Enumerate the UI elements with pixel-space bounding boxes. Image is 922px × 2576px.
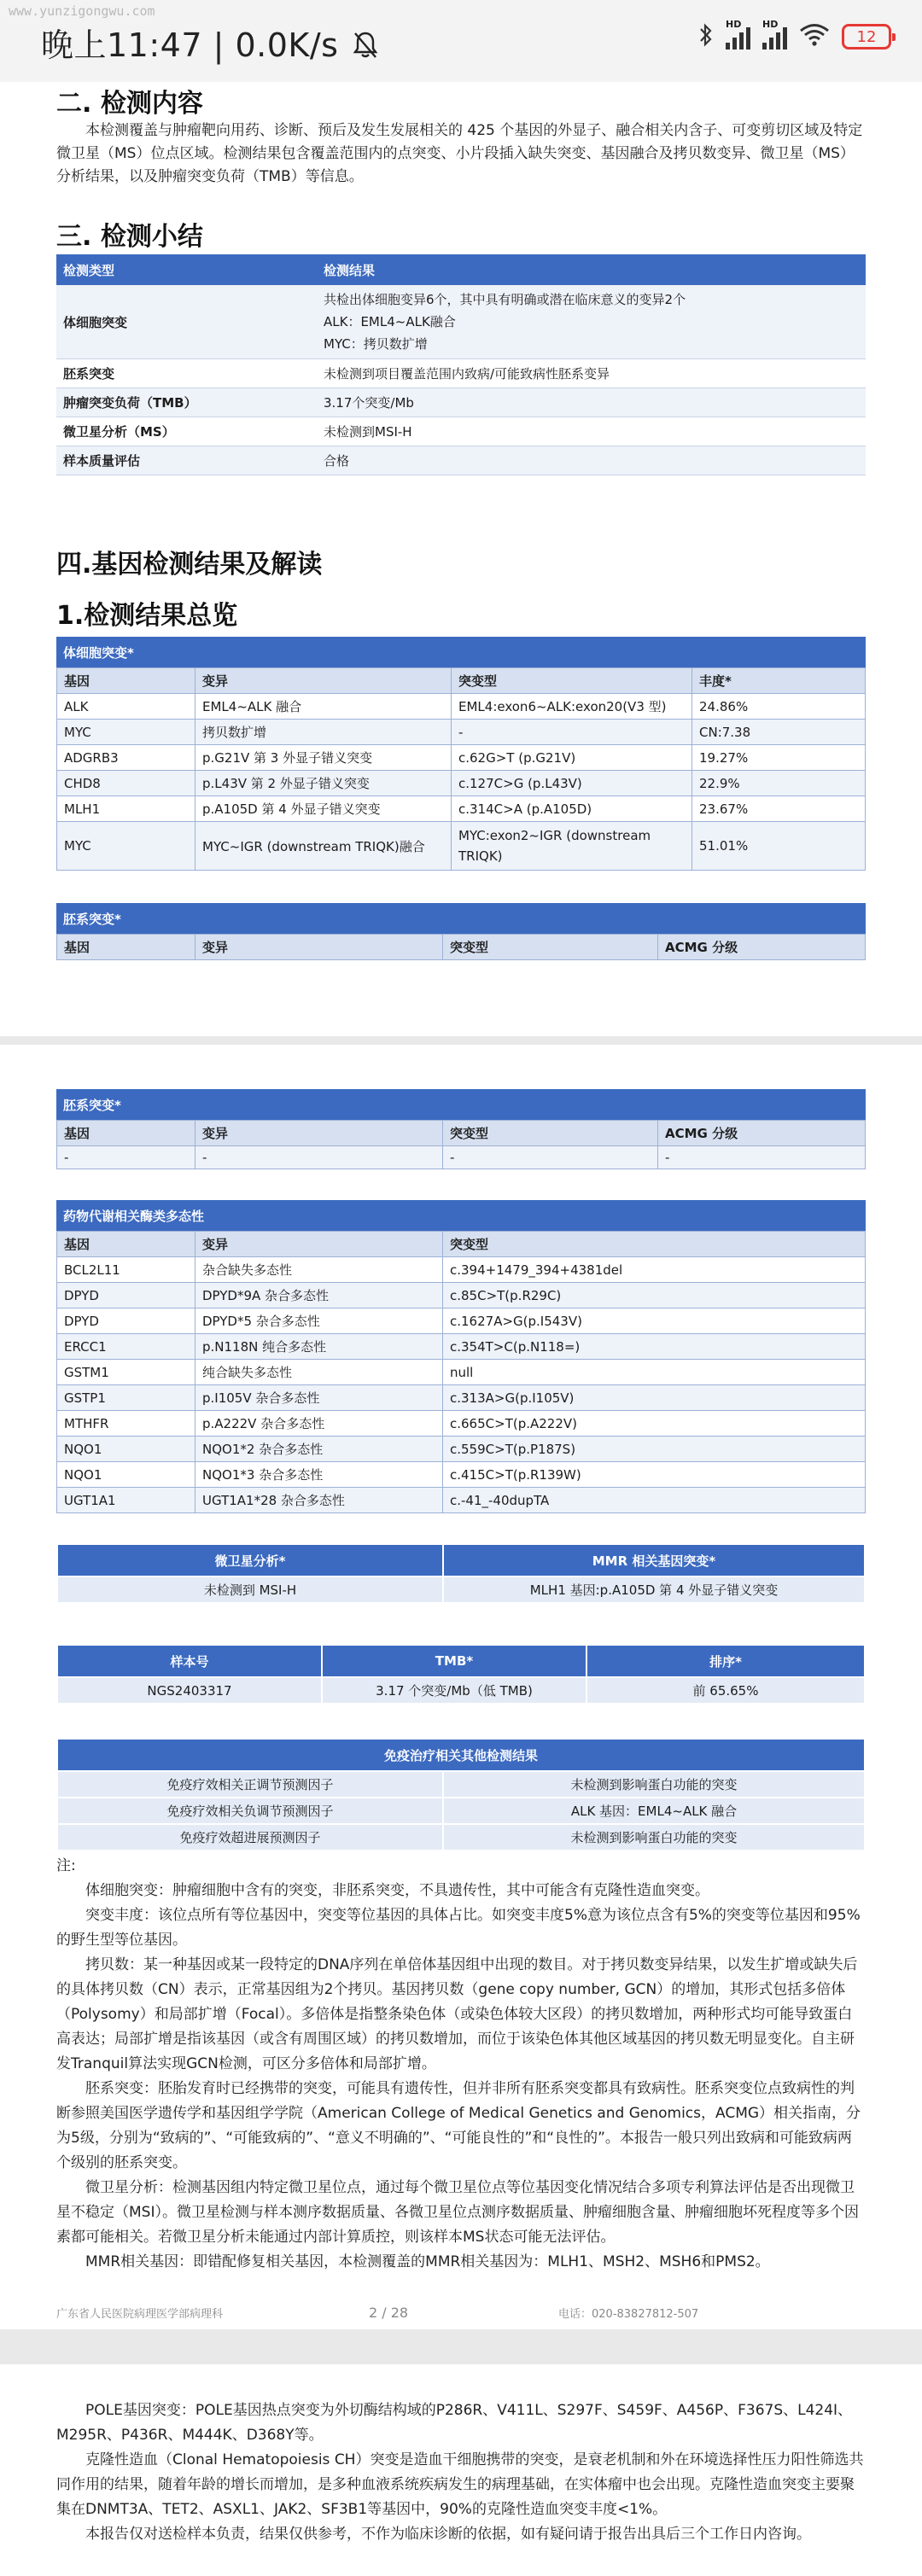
- cell: 51.01%: [692, 822, 866, 871]
- cell: p.N118N 纯合多态性: [195, 1334, 443, 1360]
- summary-key: 样本质量评估: [56, 446, 317, 475]
- note-item: MMR相关基因：即错配修复相关基因，本检测覆盖的MMR相关基因为：MLH1、MSH2、MSH6和PMS2。: [85, 2253, 770, 2270]
- cell: 3.17 个突变/Mb（低 TMB): [322, 1677, 586, 1704]
- pharma-table: [56, 1231, 866, 1513]
- cell: c.1627A>G(p.I543V): [443, 1308, 866, 1334]
- germline-header: 基因: [57, 935, 195, 960]
- somatic-header-variant: 变异: [195, 668, 452, 694]
- somatic-header-mutation: 突变型: [452, 668, 692, 694]
- germline-header: 突变型: [443, 935, 658, 960]
- status-time-net: 晚上11:47 | 0.0K/s: [41, 26, 339, 64]
- cell: 未检测到影响蛋白功能的突变: [443, 1771, 865, 1798]
- cell: DPYD*9A 杂合多态性: [195, 1283, 443, 1308]
- summary-table: [56, 254, 866, 475]
- summary-header-result: 检测结果: [317, 254, 866, 285]
- report-page-1: [0, 82, 922, 1036]
- cell: NQO1: [57, 1437, 195, 1462]
- footer-hospital: 广东省人民医院病理医学部病理科: [56, 2308, 224, 2321]
- cell: 免疫疗效相关负调节预测因子: [57, 1798, 443, 1824]
- somatic-bar-label: 体细胞突变*: [56, 637, 866, 668]
- cell: MYC: [57, 822, 195, 871]
- summary-row: [56, 388, 866, 417]
- cell: -: [658, 1146, 866, 1169]
- cell: UGT1A1: [57, 1488, 195, 1513]
- note-item: 突变丰度：该位点所有等位基因中，突变等位基因的具体占比。如突变丰度5%意为该位点含有5%的突变等位基因和95%的野生型等位基因。: [56, 1907, 861, 1949]
- cell: MYC:exon2~IGR (downstream TRIQK): [452, 822, 692, 871]
- somatic-bar: [56, 637, 866, 668]
- cell: -: [57, 1146, 195, 1169]
- system-icons: [698, 19, 891, 51]
- page-gap: [0, 1036, 922, 1045]
- germline-bar-label: 胚系突变*: [56, 1089, 866, 1121]
- table-row: [57, 1462, 866, 1488]
- summary-row: [56, 417, 866, 446]
- summary-key: 胚系突变: [56, 359, 317, 388]
- table-row: [57, 771, 866, 796]
- footer-phone: 电话：020-83827812-507: [558, 2308, 699, 2321]
- report-page-2: [0, 1045, 922, 2329]
- somatic-header-abundance: 丰度*: [692, 668, 866, 694]
- cell: 未检测到影响蛋白功能的突变: [443, 1824, 865, 1850]
- summary-value-line: MYC：拷贝数扩增: [324, 336, 428, 352]
- cell: 纯合缺失多态性: [195, 1360, 443, 1385]
- table-row: [57, 1283, 866, 1308]
- table-row: [57, 720, 866, 745]
- table-row: [57, 1308, 866, 1334]
- cell: NQO1*2 杂合多态性: [195, 1437, 443, 1462]
- table-row: [57, 1360, 866, 1385]
- table-row: [57, 1411, 866, 1437]
- note-item: 克隆性造血（Clonal Hematopoiesis CH）突变是造血干细胞携带的突变，是衰老机制和外在环境选择性压力阳性筛选共同作用的结果，随着年龄的增长而增加，是多种血液系统疾病发生的病理基础，在实体瘤中也会出现。克隆性造血突变主要聚集在DNMT3A、TET2、ASXL1、JAK2、SF3B1等基因中，90%的克隆性造血突变丰度<1%。: [56, 2451, 864, 2518]
- somatic-table: [56, 667, 866, 871]
- cell: p.A222V 杂合多态性: [195, 1411, 443, 1437]
- cell: 22.9%: [692, 771, 866, 796]
- cell: 19.27%: [692, 745, 866, 771]
- table-row: [57, 694, 866, 720]
- cell: c.62G>T (p.G21V): [452, 745, 692, 771]
- germline-table-2: [56, 1120, 866, 1169]
- germline-header: 突变型: [443, 1121, 658, 1146]
- table-row: [57, 1488, 866, 1513]
- cell: -: [452, 720, 692, 745]
- note-item: 体细胞突变：肿瘤细胞中含有的突变，非胚系突变，不具遗传性，其中可能含有克隆性造血突变。: [85, 1882, 709, 1899]
- germline-bar-1: [56, 903, 866, 935]
- summary-key: 体细胞突变: [56, 285, 317, 359]
- summary-key: 肿瘤突变负荷（TMB）: [56, 388, 317, 417]
- section-content-text: 本检测覆盖与肿瘤靶向用药、诊断、预后及发生发展相关的 425 个基因的外显子、融合相关内含子、可变剪切区域及特定微卫星（MS）位点区域。检测结果包含覆盖范围内的点突变、小片段插入缺失突变、基因融合及拷贝数变异、微卫星（MS）分析结果，以及肿瘤突变负荷（TMB）等信息。: [56, 122, 863, 185]
- footer-page-number: 2 / 28: [369, 2305, 409, 2321]
- cell: MTHFR: [57, 1411, 195, 1437]
- cell: c.394+1479_394+4381del: [443, 1257, 866, 1283]
- notes: [56, 1854, 866, 2275]
- mmr-header: MMR 相关基因突变*: [443, 1544, 865, 1576]
- summary-value-line: ALK：EML4~ALK融合: [324, 314, 456, 329]
- germline-table-1: [56, 934, 866, 960]
- note-item: 微卫星分析：检测基因组内特定微卫星位点，通过每个微卫星位点等位基因变化情况结合多项专利算法评估是否出现微卫星不稳定（MSI）。微卫星检测与样本测序数据质量、各微卫星位点测序数据质量、肿瘤细胞含量、肿瘤细胞坏死程度等多个因素都可能相关。若微卫星分析未能通过内部计算质控，则该样本MS状态可能无法评估。: [56, 2179, 859, 2246]
- pharma-header: 变异: [195, 1232, 443, 1257]
- cell: MLH1: [57, 796, 195, 822]
- cell: c.665C>T(p.A222V): [443, 1411, 866, 1437]
- cell: 拷贝数扩增: [195, 720, 452, 745]
- cell: CHD8: [57, 771, 195, 796]
- signal-1-icon: HD: [726, 24, 750, 50]
- cell: p.G21V 第 3 外显子错义突变: [195, 745, 452, 771]
- pharma-header: 突变型: [443, 1232, 866, 1257]
- summary-value: [317, 285, 866, 359]
- battery-level: 12: [856, 27, 877, 46]
- bluetooth-icon: [698, 22, 714, 51]
- bell-muted-icon: [353, 30, 378, 67]
- tmb-table: [56, 1644, 866, 1705]
- cell: c.559C>T(p.P187S): [443, 1437, 866, 1462]
- cell: p.I105V 杂合多态性: [195, 1385, 443, 1411]
- table-row: [57, 1576, 865, 1603]
- germline-header: ACMG 分级: [658, 935, 866, 960]
- summary-value: 合格: [317, 446, 866, 475]
- summary-row: [56, 359, 866, 388]
- table-row: [57, 1677, 865, 1704]
- somatic-header-gene: 基因: [57, 668, 195, 694]
- cell: c.314C>A (p.A105D): [452, 796, 692, 822]
- cell: BCL2L11: [57, 1257, 195, 1283]
- status-clock: [41, 19, 378, 67]
- cell: EML4~ALK 融合: [195, 694, 452, 720]
- cell: 免疫疗效超进展预测因子: [57, 1824, 443, 1850]
- table-row: [57, 796, 866, 822]
- cell: c.354T>C(p.N118=): [443, 1334, 866, 1360]
- signal-2-icon: HD: [762, 24, 787, 50]
- summary-row: [56, 285, 866, 359]
- immuno-header: 免疫治疗相关其他检测结果: [57, 1739, 865, 1771]
- summary-value-line: 共检出体细胞变异6个，其中具有明确或潜在临床意义的变异2个: [324, 292, 686, 307]
- section-title-summary: 三. 检测小结: [56, 222, 203, 252]
- page3-notes: [56, 2398, 866, 2547]
- ms-header: 微卫星分析*: [57, 1544, 443, 1576]
- watermark: www.yunzigongwu.com: [9, 3, 155, 19]
- notes-label: 注:: [56, 1857, 76, 1874]
- germline-header: ACMG 分级: [658, 1121, 866, 1146]
- pharma-header: 基因: [57, 1232, 195, 1257]
- cell: ERCC1: [57, 1334, 195, 1360]
- cell: DPYD: [57, 1308, 195, 1334]
- cell: 免疫疗效相关正调节预测因子: [57, 1771, 443, 1798]
- note-item: 本报告仅对送检样本负责，结果仅供参考，不作为临床诊断的依据，如有疑问请于报告出具后三个工作日内咨询。: [85, 2526, 811, 2543]
- germline-header: 变异: [195, 935, 443, 960]
- table-row: [57, 1257, 866, 1283]
- table-row: [57, 1824, 865, 1850]
- summary-header-type: 检测类型: [56, 254, 317, 285]
- cell: GSTM1: [57, 1360, 195, 1385]
- table-row: [57, 1146, 866, 1169]
- cell: c.313A>G(p.I105V): [443, 1385, 866, 1411]
- section-title-content: 二. 检测内容: [56, 89, 203, 119]
- cell: 未检测到 MSI-H: [57, 1576, 443, 1603]
- tmb-header: 样本号: [57, 1645, 322, 1677]
- pharma-bar: [56, 1200, 866, 1232]
- cell: MYC: [57, 720, 195, 745]
- table-row: [57, 1798, 865, 1824]
- cell: CN:7.38: [692, 720, 866, 745]
- table-row: [57, 822, 866, 871]
- cell: ALK: [57, 694, 195, 720]
- status-bar: [0, 0, 922, 82]
- cell: 前 65.65%: [586, 1677, 865, 1704]
- germline-bar-2: [56, 1089, 866, 1121]
- cell: DPYD*5 杂合多态性: [195, 1308, 443, 1334]
- table-row: [57, 1437, 866, 1462]
- page-gap: [0, 2329, 922, 2364]
- cell: DPYD: [57, 1283, 195, 1308]
- cell: NQO1*3 杂合多态性: [195, 1462, 443, 1488]
- cell: c.127C>G (p.L43V): [452, 771, 692, 796]
- cell: ADGRB3: [57, 745, 195, 771]
- cell: 杂合缺失多态性: [195, 1257, 443, 1283]
- table-row: [57, 1771, 865, 1798]
- wifi-icon: [799, 23, 830, 50]
- cell: p.L43V 第 2 外显子错义突变: [195, 771, 452, 796]
- battery-icon: [842, 24, 891, 50]
- table-row: [57, 1334, 866, 1360]
- section-subtitle-overview: 1.检测结果总览: [56, 601, 238, 631]
- ms-mmr-table: [56, 1543, 866, 1604]
- pharma-bar-label: 药物代谢相关酶类多态性: [56, 1200, 866, 1232]
- note-item: 拷贝数：某一种基因或某一段特定的DNA序列在单倍体基因组中出现的数目。对于拷贝数变异结果，以发生扩增或缺失后的具体拷贝数（CN）表示，正常基因组为2个拷贝。基因拷贝数（gene copy number, GCN）的增加，其形式包括多倍体（Polysomy）和局部扩增（Focal）。多倍体是指整条染色体（或染色体较大区段）的拷贝数增加，两种形式均可能导致蛋白高表达；局部扩增是指该基因（或含有周围区域）的拷贝数增加，而位于该染色体其他区域基因的拷贝数无明显变化。自主研发Tranquil算法实现GCN检测，可区分多倍体和局部扩增。: [56, 1956, 858, 2072]
- cell: EML4:exon6~ALK:exon20(V3 型): [452, 694, 692, 720]
- cell: NQO1: [57, 1462, 195, 1488]
- cell: c.415C>T(p.R139W): [443, 1462, 866, 1488]
- summary-value: 未检测到项目覆盖范围内致病/可能致病性胚系变异: [317, 359, 866, 388]
- summary-value: 未检测到MSI-H: [317, 417, 866, 446]
- summary-value: 3.17个突变/Mb: [317, 388, 866, 417]
- germline-header: 基因: [57, 1121, 195, 1146]
- section-title-results: 四.基因检测结果及解读: [56, 550, 323, 580]
- tmb-header: 排序*: [586, 1645, 865, 1677]
- table-row: [57, 1385, 866, 1411]
- cell: UGT1A1*28 杂合多态性: [195, 1488, 443, 1513]
- cell: null: [443, 1360, 866, 1385]
- cell: p.A105D 第 4 外显子错义突变: [195, 796, 452, 822]
- summary-key: 微卫星分析（MS）: [56, 417, 317, 446]
- germline-header: 变异: [195, 1121, 443, 1146]
- tmb-header: TMB*: [322, 1645, 586, 1677]
- cell: 23.67%: [692, 796, 866, 822]
- germline-bar-label: 胚系突变*: [56, 903, 866, 935]
- summary-row: [56, 446, 866, 475]
- cell: GSTP1: [57, 1385, 195, 1411]
- note-item: POLE基因突变：POLE基因热点突变为外切酶结构域的P286R、V411L、S297F、S459F、A456P、F367S、L424I、M295R、P436R、M444K、D368Y等。: [56, 2402, 853, 2444]
- immuno-table: [56, 1738, 866, 1851]
- cell: NGS2403317: [57, 1677, 322, 1704]
- cell: c.85C>T(p.R29C): [443, 1283, 866, 1308]
- note-item: 胚系突变：胚胎发育时已经携带的突变，可能具有遗传性，但并非所有胚系突变都具有致病性。胚系突变位点致病性的判断参照美国医学遗传学和基因组学学院（American College of Medical Genetics and Genomics，ACMG）相关指南，分为5级，分别为“致病的”、“可能致病的”、“意义不明确的”、“可能良性的”和“良性的”。本报告一般只列出致病和可能致病两个级别的胚系突变。: [56, 2080, 861, 2171]
- cell: ALK 基因：EML4~ALK 融合: [443, 1798, 865, 1824]
- report-page-3: [0, 2364, 922, 2576]
- cell: MYC~IGR (downstream TRIQK)融合: [195, 822, 452, 871]
- table-row: [57, 745, 866, 771]
- cell: MLH1 基因:p.A105D 第 4 外显子错义突变: [443, 1576, 865, 1603]
- cell: -: [195, 1146, 443, 1169]
- cell: c.-41_-40dupTA: [443, 1488, 866, 1513]
- cell: 24.86%: [692, 694, 866, 720]
- cell: -: [443, 1146, 658, 1169]
